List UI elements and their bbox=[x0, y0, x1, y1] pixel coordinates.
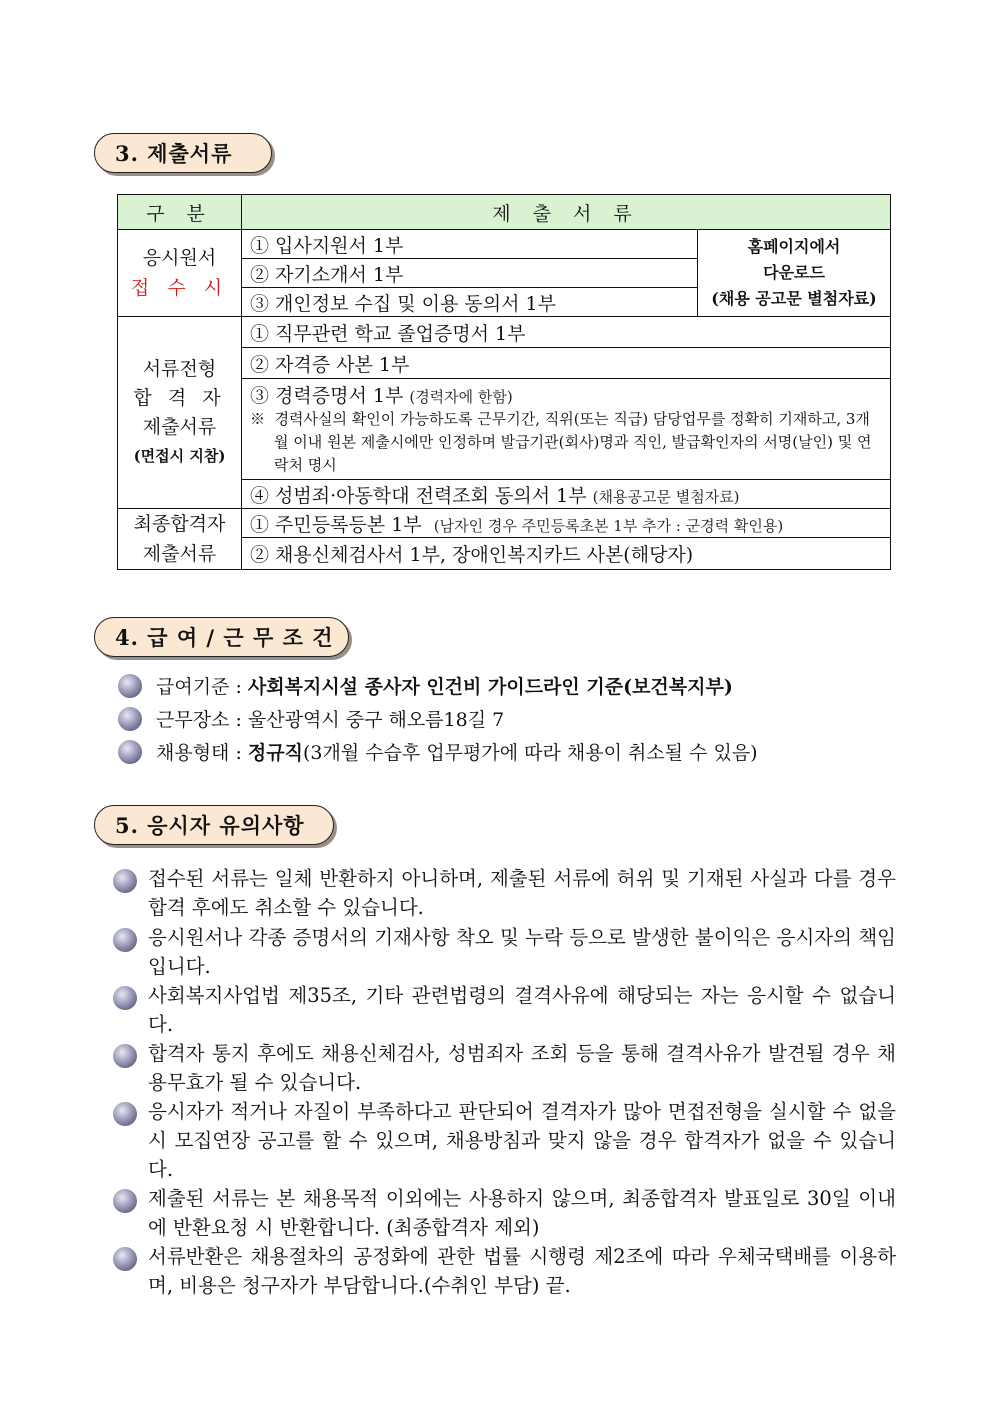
category-label: 제출서류 bbox=[142, 543, 217, 565]
document-item: ① 입사지원서 1부 bbox=[242, 230, 698, 259]
notice-item: 응시원서나 각종 증명서의 기재사항 착오 및 누락 등으로 발생한 불이익은 응시자의 책임입니다. bbox=[148, 926, 896, 978]
reference-mark: ※ bbox=[250, 410, 266, 428]
notice-item: 접수된 서류는 일체 반환하지 아니하며, 제출된 서류에 허위 및 기재된 사실과 다를 경우 합격 후에도 취소할 수 있습니다. bbox=[148, 867, 896, 919]
download-line: 홈페이지에서 bbox=[747, 237, 841, 256]
document-item: ② 채용신체검사서 1부, 장애인복지카드 사본(해당자) bbox=[242, 538, 891, 570]
document-item: ② 자격증 사본 1부 bbox=[242, 348, 891, 379]
condition-rest: (3개월 수습후 업무평가에 따라 채용이 취소될 수 있음) bbox=[302, 742, 758, 764]
bullet-icon bbox=[113, 1044, 137, 1068]
category-label: 최종합격자 bbox=[133, 513, 226, 535]
bullet-icon bbox=[113, 1102, 137, 1126]
table-header-row bbox=[118, 195, 891, 230]
document-item-text: ④ 성범죄·아동학대 전력조회 동의서 1부 bbox=[250, 484, 587, 507]
notice-item: 합격자 통지 후에도 채용신체검사, 성범죄자 조회 등을 통해 결격사유가 발견될 경우 채용무효가 될 수 있습니다. bbox=[148, 1042, 896, 1094]
bullet-icon bbox=[118, 707, 142, 731]
documents-table bbox=[117, 194, 891, 570]
category-label: 응시원서 bbox=[142, 247, 217, 269]
document-item bbox=[250, 381, 882, 408]
condition-label: 급여기준 : bbox=[156, 676, 242, 698]
document-item-note: (경력자에 한함) bbox=[409, 388, 513, 406]
category-label: 서류전형 bbox=[142, 357, 217, 380]
career-note-text: 경력사실의 확인이 가능하도록 근무기간, 직위(또는 직급) 담당업무를 정확히 기재하고, 3개월 이내 원본 제출시에만 인정하며 발급기관(회사)명과 직인, 발급확인자의 서명(날인) 및 연락처 명시 bbox=[274, 410, 872, 474]
document-item-text: ③ 경력증명서 1부 bbox=[250, 385, 404, 407]
notice-item: 사회복지사업법 제35조, 기타 관련법령의 결격사유에 해당되는 자는 응시할 수 없습니다. bbox=[148, 984, 896, 1036]
download-line: 다운로드 bbox=[763, 263, 825, 282]
bullet-icon bbox=[113, 1189, 137, 1213]
document-item bbox=[242, 480, 891, 509]
category-label: 합 격 자 bbox=[133, 386, 226, 409]
condition-value: 사회복지시설 종사자 인건비 가이드라인 기준(보건복지부) bbox=[247, 676, 733, 698]
bullet-icon bbox=[113, 869, 137, 893]
category-final-applicant bbox=[118, 509, 242, 570]
section-4-title: 4. 급 여 / 근 무 조 건 bbox=[94, 617, 349, 657]
bullet-icon bbox=[113, 928, 137, 952]
condition-label: 근무장소 : bbox=[156, 709, 242, 731]
document-item: ③ 개인정보 수집 및 이용 동의서 1부 bbox=[242, 288, 698, 317]
document-item-with-note bbox=[242, 379, 891, 480]
table-row bbox=[118, 509, 891, 538]
bullet-icon bbox=[113, 986, 137, 1010]
section-5-title: 5. 응시자 유의사항 bbox=[94, 805, 334, 845]
download-note bbox=[698, 230, 891, 317]
notice-item: 제출된 서류는 본 채용목적 이외에는 사용하지 않으며, 최종합격자 발표일로 30일 이내에 반환요청 시 반환합니다. (최종합격자 제외) bbox=[148, 1187, 896, 1239]
category-label: 제출서류 bbox=[142, 415, 217, 438]
condition-rest: 울산광역시 중구 해오름18길 7 bbox=[247, 709, 505, 731]
bullet-icon bbox=[118, 674, 142, 698]
document-item-text: ① 주민등록등본 1부 bbox=[250, 513, 422, 536]
bullet-icon bbox=[113, 1247, 137, 1271]
category-application bbox=[118, 230, 242, 317]
condition-label: 채용형태 : bbox=[156, 742, 242, 764]
header-documents: 제 출 서 류 bbox=[242, 195, 891, 230]
notice-item: 서류반환은 채용절차의 공정화에 관한 법률 시행령 제2조에 따라 우체국택배를 이용하며, 비용은 청구자가 부담합니다.(수취인 부담) 끝. bbox=[148, 1245, 896, 1297]
condition-row bbox=[156, 672, 733, 699]
bullet-icon bbox=[118, 740, 142, 764]
notice-item: 응시자가 적거나 자질이 부족하다고 판단되어 결격자가 많아 면접전형을 실시할 수 없을 시 모집연장 공고를 할 수 있으며, 채용방침과 맞지 않을 경우 합격자가 없을 수 있습니다. bbox=[148, 1100, 896, 1181]
table-row bbox=[118, 317, 891, 348]
category-sublabel: (면접시 지참) bbox=[133, 446, 226, 465]
document-item-note: (채용공고문 별첨자료) bbox=[592, 487, 740, 506]
header-category: 구 분 bbox=[118, 195, 242, 230]
condition-row bbox=[156, 705, 504, 732]
condition-row bbox=[156, 738, 758, 765]
career-note bbox=[250, 408, 882, 477]
category-label-red: 접 수 시 bbox=[130, 277, 229, 299]
download-line: (채용 공고문 별첨자료) bbox=[711, 289, 877, 308]
section-3-title: 3. 제출서류 bbox=[94, 133, 272, 173]
document-item: ① 직무관련 학교 졸업증명서 1부 bbox=[242, 317, 891, 348]
category-document-screening bbox=[118, 317, 242, 509]
document-item bbox=[242, 509, 891, 538]
document-item: ② 자기소개서 1부 bbox=[242, 259, 698, 288]
condition-value: 정규직 bbox=[247, 742, 303, 764]
table-row bbox=[118, 230, 891, 259]
document-item-note: (남자인 경우 주민등록초본 1부 추가 : 군경력 확인용) bbox=[433, 516, 784, 535]
